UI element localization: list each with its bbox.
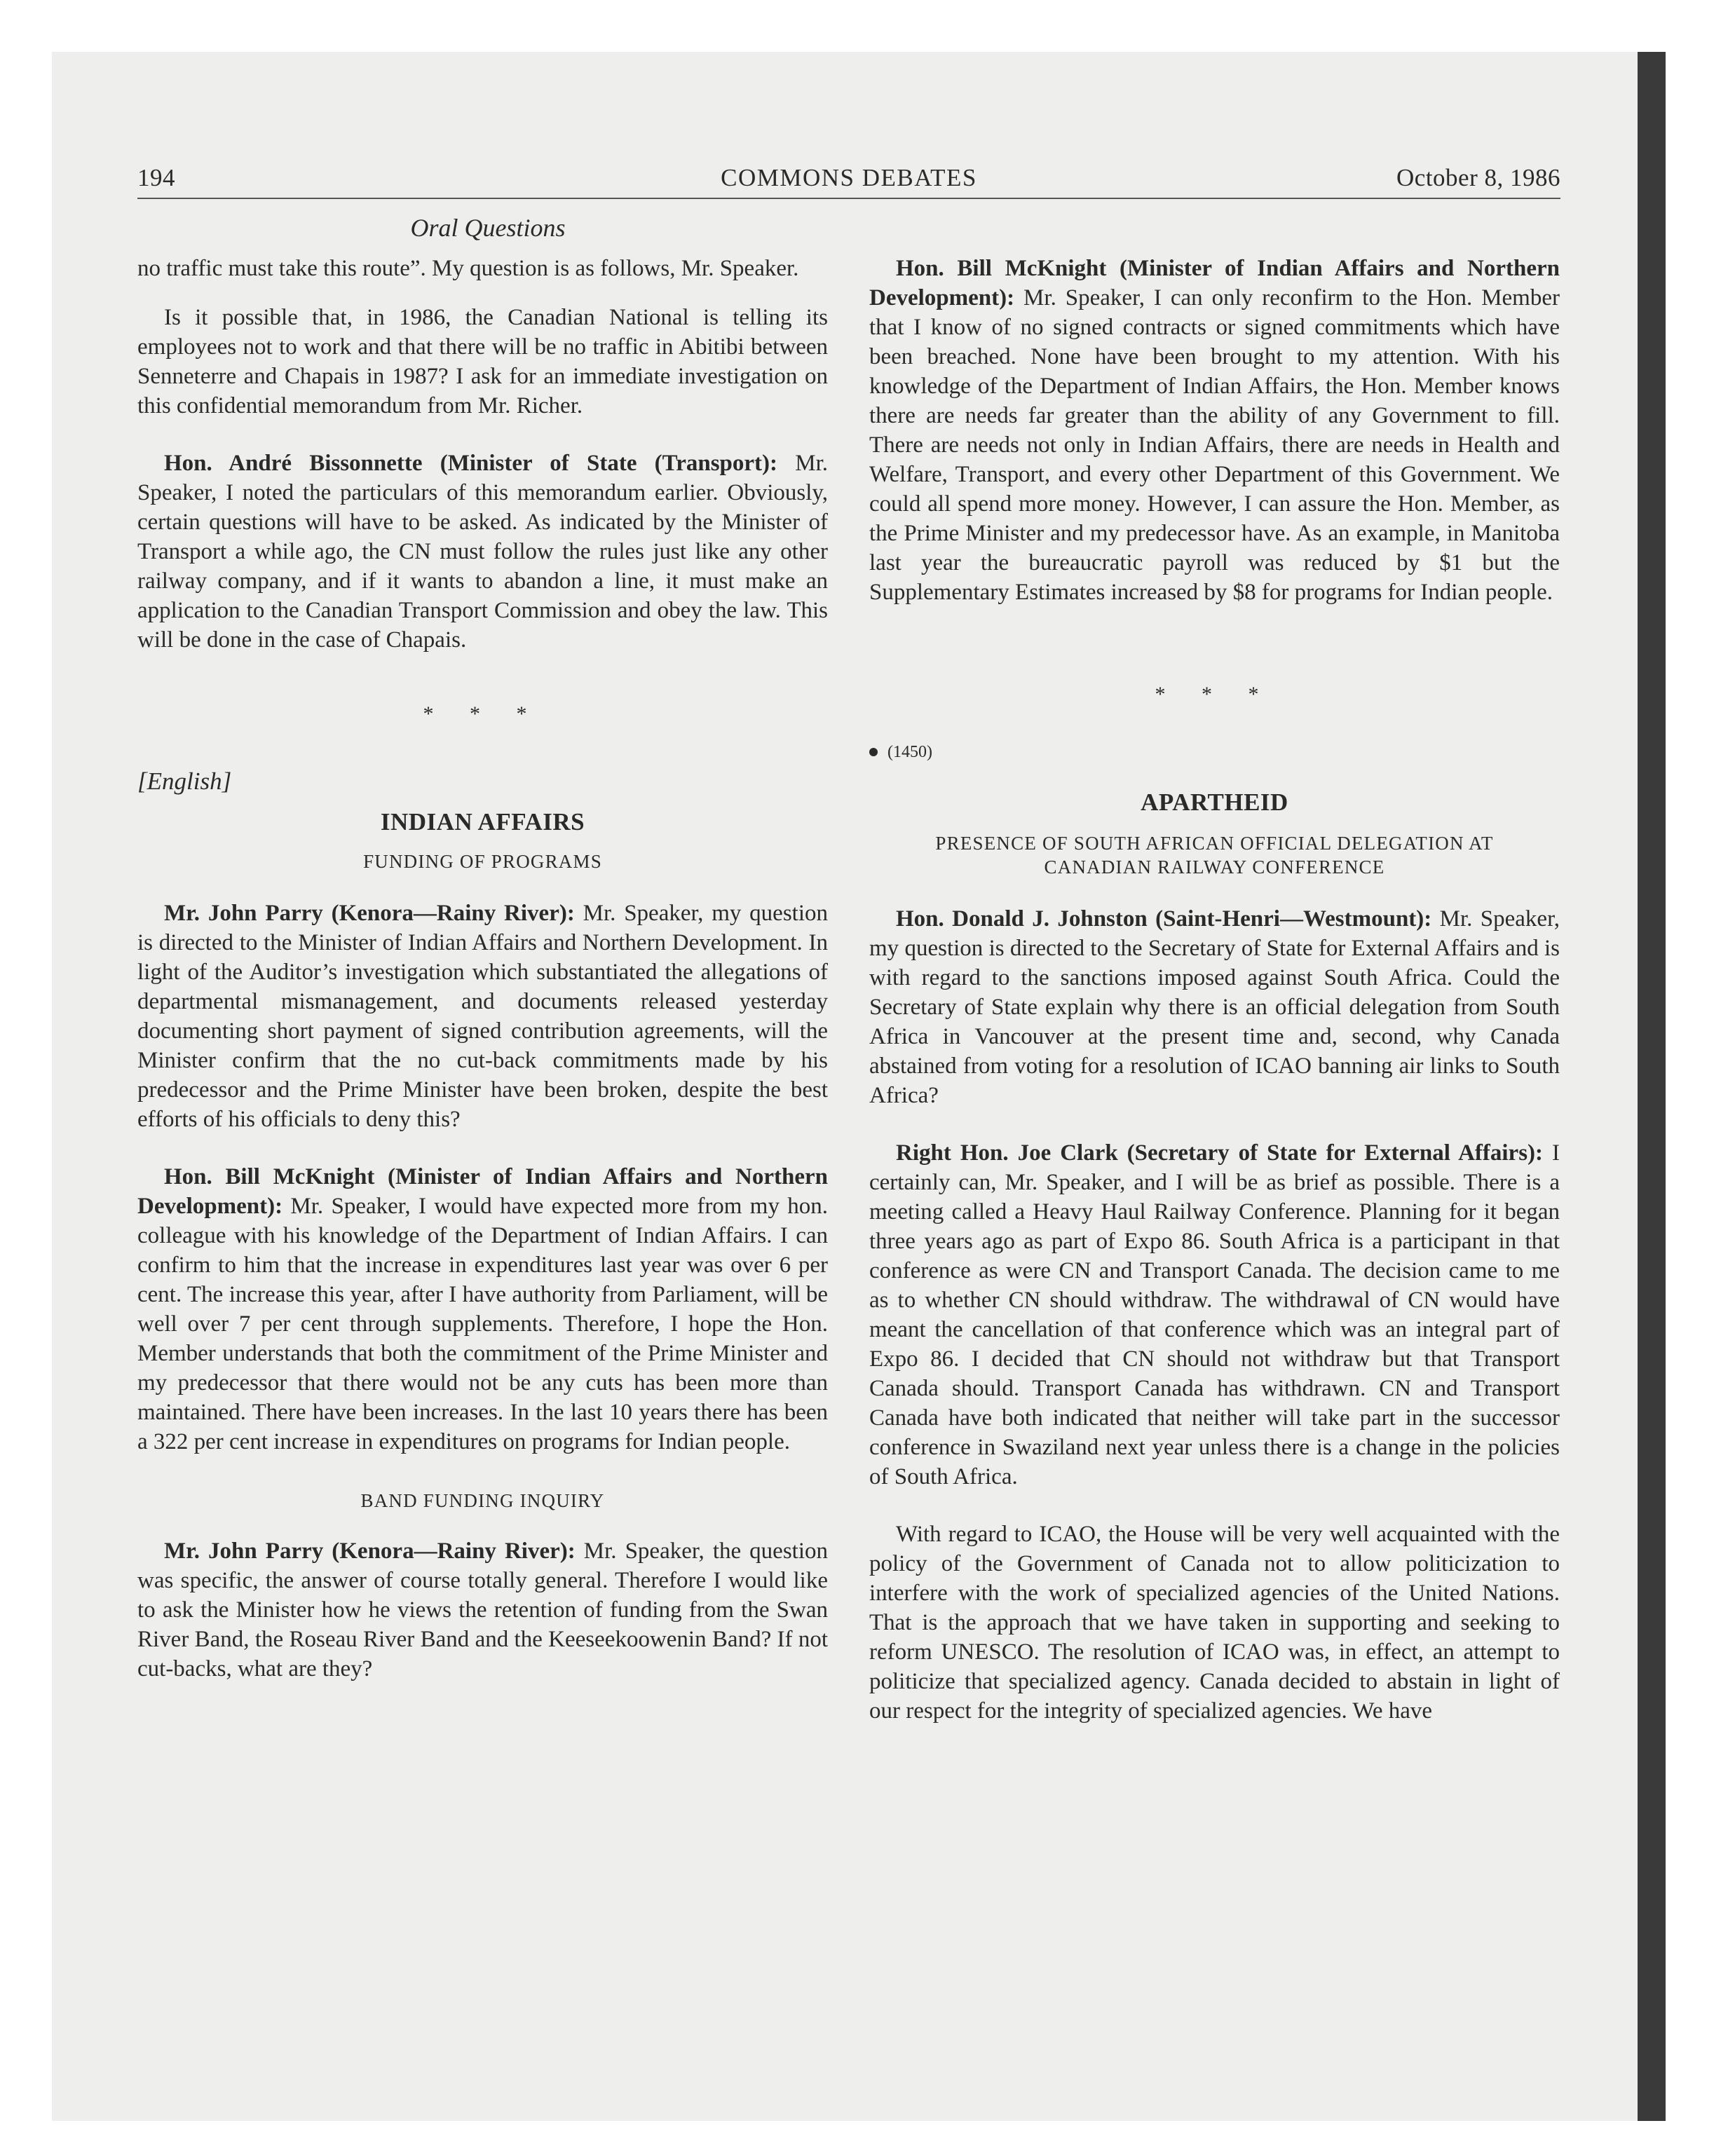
speech-paragraph <box>869 904 1560 1110</box>
speech-paragraph <box>869 254 1560 607</box>
time-marker <box>869 737 1560 767</box>
speaker-name: Mr. John Parry (Kenora—Rainy River): <box>164 1538 576 1564</box>
speech-text: Mr. Speaker, my question is directed to the Secretary of State for External Affairs and is with regard to the sanctions imposed against South Africa. Could the Secretary of State explain why there is an official delegation from South Africa in Vancouver at the present time and, second, why Canada abstained from voting for a resolution of ICAO banning air links to South Africa? <box>869 906 1560 1108</box>
speech-paragraph <box>137 899 828 1134</box>
paragraph: With regard to ICAO, the House will be very well acquainted with the policy of the Government of Canada not to allow politicization to interfere with the work of specialized agencies of the United Nations. That is the approach that we have taken in supporting and seeking to reform UNESCO. The resolution of ICAO was, in effect, an attempt to politicize that specialized agency. Canada decided to abstain in light of our respect for the integrity of specialized agencies. We have <box>869 1522 1560 1724</box>
speech-text: Mr. Speaker, the question was specific, the answer of course totally general. Therefore I would like to ask the Minister how he views the retention of funding from the Swan River Band, the Roseau River Band and the Keeseekoowenin Band? If not cut-backs, what are they? <box>137 1538 828 1681</box>
section-heading: INDIAN AFFAIRS <box>380 808 585 835</box>
speech-text: Mr. Speaker, I would have expected more from my hon. colleague with his knowledge of the Department of Indian Affairs. I can confirm to him that the increase in expenditures last year was over 6 per cent. The increase this year, after I have authority from Parliament, will be well over 7 per cent through supplements. Therefore, I hope the Hon. Member understands that both the commitment of the Prime Minister and my predecessor that there would not be any cuts has been more than maintained. There have been increases. In the last 10 years there has been a 322 per cent increase in expenditures on programs for Indian people. <box>137 1194 828 1454</box>
publication-date: October 8, 1986 <box>1396 164 1560 191</box>
page-number: 194 <box>137 164 175 191</box>
speaker-name: Mr. John Parry (Kenora—Rainy River): <box>164 901 575 926</box>
bullet-icon <box>869 748 878 756</box>
paragraph: no traffic must take this route”. My question is as follows, Mr. Speaker. <box>137 256 799 281</box>
speech-text: Mr. Speaker, I noted the particulars of this memorandum earlier. Obviously, certain questions will have to be asked. As indicated by the Minister of Transport a while ago, the CN must follow the rules just like any other railway company, and if it wants to abandon a line, it must make an application to the Canadian Transport Commission and obey the law. This will be done in the case of Chapais. <box>137 451 828 653</box>
scan-edge-bar <box>1638 52 1666 2121</box>
speaker-name: Hon. Donald J. Johnston (Saint-Henri—Westmount): <box>896 906 1432 932</box>
speaker-name: Right Hon. Joe Clark (Secretary of State for External Affairs): <box>896 1140 1544 1166</box>
left-column <box>137 254 828 1684</box>
section-heading: APARTHEID <box>1141 789 1288 816</box>
right-column <box>869 254 1560 1726</box>
section-subheading: BAND FUNDING INQUIRY <box>360 1490 605 1511</box>
time-marker-label: (1450) <box>887 743 932 761</box>
section-subheading: FUNDING OF PROGRAMS <box>363 851 602 872</box>
running-header <box>137 163 1560 199</box>
document-page <box>137 163 1560 2069</box>
speech-paragraph <box>869 1138 1560 1492</box>
speaker-name: Hon. Bill McKnight (Minister of Indian Affairs and Northern Development): <box>137 1164 828 1219</box>
paragraph: Is it possible that, in 1986, the Canadian National is telling its employees not to work and that there will be no traffic in Abitibi between Senneterre and Chapais in 1987? I ask for an immediate investigation on this confidential memorandum from Mr. Richer. <box>137 305 828 418</box>
speech-paragraph <box>137 1162 828 1456</box>
speaker-name: Hon. André Bissonnette (Minister of State (Transport): <box>164 451 778 476</box>
speech-text: Mr. Speaker, my question is directed to the Minister of Indian Affairs and Northern Development. In light of the Auditor’s investigation which substantiated the allegations of departmental mismanagement, and documents released yesterday documenting short payment of signed contribution agreements, will the Minister confirm that the no cut-back commitments made by his predecessor and the Prime Minister have been broken, despite the best efforts of his officials to deny this? <box>137 901 829 1132</box>
publication-title: COMMONS DEBATES <box>721 164 977 191</box>
speaker-name: Hon. Bill McKnight (Minister of Indian Affairs and Northern Development): <box>869 256 1560 311</box>
speech-paragraph <box>137 449 828 655</box>
section-separator: * * * <box>423 702 543 725</box>
speech-text: Mr. Speaker, I can only reconfirm to the Hon. Member that I know of no signed contracts or signed commitments which have been breached. None have been brought to my attention. With his knowledge of the Department of Indian Affairs, the Hon. Member knows there are needs far greater than the ability of any Government to fill. There are needs not only in Indian Affairs, there are needs in Health and Welfare, Transport, and every other Department of this Government. We could all spend more money. However, I can assure the Hon. Member, as the Prime Minister and my predecessor have. As an example, in Manitoba last year the bureaucratic payroll was reduced by $1 but the Supplementary Estimates increased by $8 for programs for Indian people. <box>869 285 1560 605</box>
speech-text: I certainly can, Mr. Speaker, and I will be as brief as possible. There is a meeting called a Heavy Haul Railway Conference. Planning for it began three years ago as part of Expo 86. South Africa is a participant in that conference as were CN and Transport Canada. The decision came to me as to whether CN should withdraw. The withdrawal of CN would have meant the cancellation of that conference which was an integral part of Expo 86. I decided that CN should not withdraw but that Transport Canada should. Transport Canada has withdrawn. CN and Transport Canada have both indicated that neither will take part in the successor conference in Swaziland next year unless there is a change in the policies of South Africa. <box>869 1140 1560 1489</box>
language-tag: [English] <box>137 767 232 795</box>
section-subheading: PRESENCE OF SOUTH AFRICAN OFFICIAL DELEGATION AT CANADIAN RAILWAY CONFERENCE <box>935 833 1494 878</box>
section-label: Oral Questions <box>410 214 566 242</box>
section-separator: * * * <box>1155 683 1274 706</box>
speech-paragraph <box>137 1536 828 1684</box>
